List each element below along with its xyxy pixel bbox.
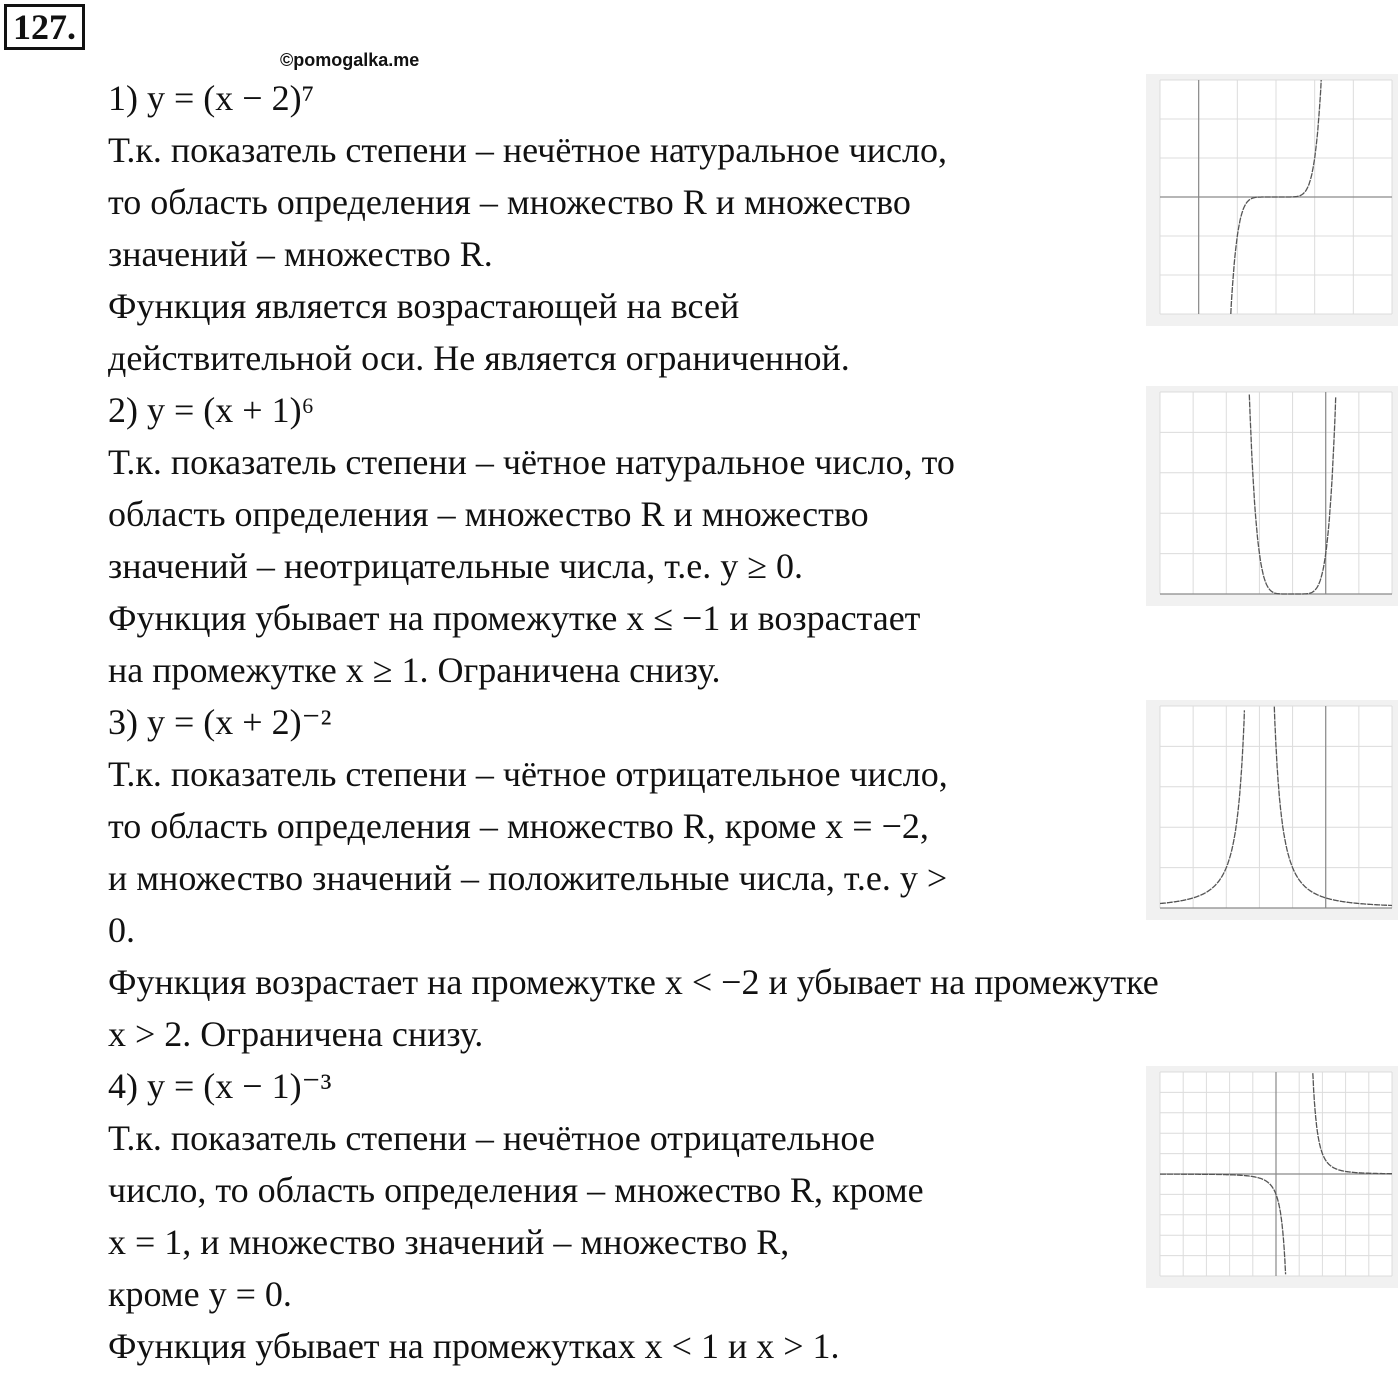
graph-2	[1146, 386, 1398, 606]
text-line: x = 1, и множество значений – множество R,	[108, 1222, 790, 1262]
graph-3-plot	[1146, 700, 1398, 920]
text-line: 0.	[108, 910, 135, 950]
plot-area	[1160, 392, 1392, 594]
watermark: ©pomogalka.me	[280, 50, 420, 70]
text-line: область определения – множество R и множество	[108, 494, 869, 534]
graph-3	[1146, 700, 1398, 920]
text-line: то область определения – множество R и множество	[108, 182, 911, 222]
graph-4-plot	[1146, 1066, 1398, 1288]
item-4-formula: 4) y = (x − 1)⁻³	[108, 1066, 332, 1106]
text-line: действительной оси. Не является ограниченной.	[108, 338, 850, 378]
graph-2-plot	[1146, 386, 1398, 606]
text-line: Т.к. показатель степени – нечётное отрицательное	[108, 1118, 875, 1158]
task-number: 127.	[4, 4, 85, 50]
text-line: число, то область определения – множество R, кроме	[108, 1170, 924, 1210]
graph-4	[1146, 1066, 1398, 1288]
text-line: и множество значений – положительные числа, т.е. y >	[108, 858, 948, 898]
text-line: x > 2. Ограничена снизу.	[108, 1014, 484, 1054]
text-line: Функция убывает на промежутке x ≤ −1 и возрастает	[108, 598, 921, 638]
text-line: Функция возрастает на промежутке x < −2 и убывает на промежутке	[108, 962, 1159, 1002]
text-line: значений – множество R.	[108, 234, 493, 274]
text-line: кроме y = 0.	[108, 1274, 292, 1314]
item-2-formula: 2) y = (x + 1)⁶	[108, 390, 315, 430]
text-line: Функция убывает на промежутках x < 1 и x > 1.	[108, 1326, 840, 1366]
graph-1-plot	[1146, 74, 1398, 326]
text-line: Функция является возрастающей на всей	[108, 286, 740, 326]
text-line: на промежутке x ≥ 1. Ограничена снизу.	[108, 650, 721, 690]
text-line: Т.к. показатель степени – чётное натуральное число, то	[108, 442, 955, 482]
text-line: Т.к. показатель степени – чётное отрицательное число,	[108, 754, 948, 794]
graph-1	[1146, 74, 1398, 326]
text-line: значений – неотрицательные числа, т.е. y ≥ 0.	[108, 546, 804, 586]
item-1-formula: 1) y = (x − 2)⁷	[108, 78, 315, 118]
text-line: то область определения – множество R, кроме x = −2,	[108, 806, 929, 846]
text-line: Т.к. показатель степени – нечётное натуральное число,	[108, 130, 947, 170]
item-3-formula: 3) y = (x + 2)⁻²	[108, 702, 332, 742]
